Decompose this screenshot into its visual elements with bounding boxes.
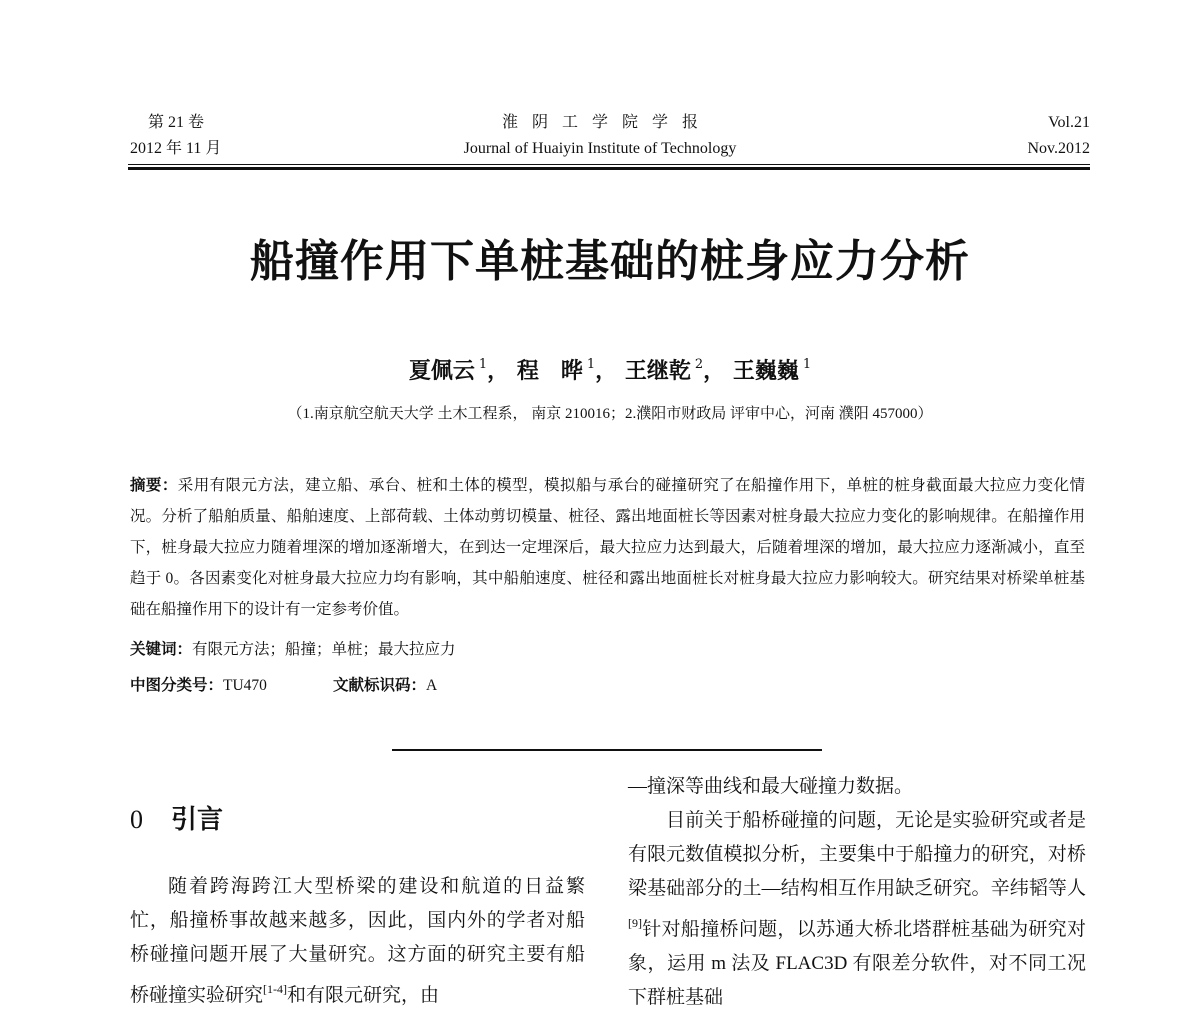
paragraph-text: 针对船撞桥问题，以苏通大桥北塔群桩基础为研究对象，运用 m 法及 FLAC3D 有限差分软件，对不同工况下群桩基础 [628, 919, 1086, 1008]
doc-code-label: 文献标识码： [332, 677, 426, 694]
author-name: 王巍巍 [732, 358, 799, 384]
author-separator: ， [487, 358, 510, 384]
header-journal-name [420, 110, 780, 162]
abstract-text: 采用有限元方法，建立船、承台、桩和土体的模型，模拟船与承台的碰撞研究了在船撞作用下，单桩的桩身截面最大拉应力变化情况。分析了船舶质量、船舶速度、上部荷载、土体动剪切模量、桩径、露出地面桩长等因素对桩身最大拉应力变化的影响规律。在船撞作用下，桩身最大拉应力随着埋深的增加逐渐增大，在到达一定埋深后，最大拉应力达到最大，后随着埋深的增加，最大拉应力逐渐减小，直至趋于 0。各因素变化对桩身最大拉应力均有影响，其中船舶速度、桩径和露出地面桩长对桩身最大拉应力影响较大。研究结果对桥梁单桩基础在船撞作用下的设计有一定参考价值。 [130, 477, 1085, 618]
abstract-label: 摘要： [130, 477, 178, 494]
date-cn: 2012 年 11 月 [130, 140, 222, 157]
section-heading [130, 800, 223, 840]
section-number: 0 [130, 805, 143, 834]
author-affil-mark: 1 [586, 357, 596, 372]
clc-value: TU470 [223, 677, 267, 694]
keywords [130, 636, 1085, 664]
article-title: 船撞作用下单桩基础的桩身应力分析 [250, 236, 970, 287]
paragraph [130, 870, 585, 1013]
author-separator: ， [703, 358, 726, 384]
paragraph-text: 和有限元研究，由 [287, 985, 440, 1006]
body-column-right [628, 770, 1086, 1015]
author-separator: ， [595, 358, 618, 384]
author-name: 王继乾 [624, 358, 691, 384]
header-volume-date-cn [130, 110, 280, 162]
affiliations: （1.南京航空航天大学 土木工程系， 南京 210016；2.濮阳市财政局 评审中心，河南 濮阳 457000） [287, 406, 933, 422]
journal-name-en: Journal of Huaiyin Institute of Technology [463, 140, 737, 157]
author-affil-mark: 1 [478, 357, 488, 372]
header-rule-thin [128, 164, 1090, 165]
paragraph-text: 随着跨海跨江大型桥梁的建设和航道的日益繁忙，船撞桥事故越来越多，因此，国内外的学者对船桥碰撞问题开展了大量研究。这方面的研究主要有船桥碰撞实验研究 [130, 876, 585, 1006]
header-volume-date-en [950, 110, 1090, 162]
journal-name-cn: 淮阴工学院学报 [501, 114, 712, 131]
citation[interactable]: [9] [628, 916, 642, 930]
author-affil-mark: 2 [694, 357, 704, 372]
author-list [130, 348, 1090, 388]
body-column-left [130, 870, 585, 1013]
doc-code-value: A [425, 677, 438, 694]
clc-label: 中图分类号： [130, 677, 224, 694]
abstract [130, 470, 1085, 625]
keywords-text: 有限元方法；船撞；单桩；最大拉应力 [192, 641, 456, 658]
volume-en: Vol.21 [1048, 114, 1090, 131]
author-name: 程 晔 [516, 358, 583, 384]
paragraph [628, 804, 1086, 1015]
volume-cn: 第 21 卷 [148, 114, 205, 131]
section-title: 引言 [171, 805, 224, 835]
keywords-label: 关键词： [130, 641, 193, 658]
citation[interactable]: [1-4] [263, 982, 288, 996]
author-affil-mark: 1 [802, 357, 812, 372]
classification [130, 672, 1085, 700]
author-name: 夏佩云 [408, 358, 475, 384]
date-en: Nov.2012 [1027, 140, 1090, 157]
paragraph-text: 目前关于船桥碰撞的问题，无论是实验研究或者是有限元数值模拟分析，主要集中于船撞力的研究，对桥梁基础部分的土—结构相互作用缺乏研究。辛纬韬等人 [628, 810, 1086, 899]
header-rule-thick [128, 167, 1090, 170]
abstract-separator-rule [392, 749, 822, 751]
paragraph: —撞深等曲线和最大碰撞力数据。 [628, 776, 914, 797]
